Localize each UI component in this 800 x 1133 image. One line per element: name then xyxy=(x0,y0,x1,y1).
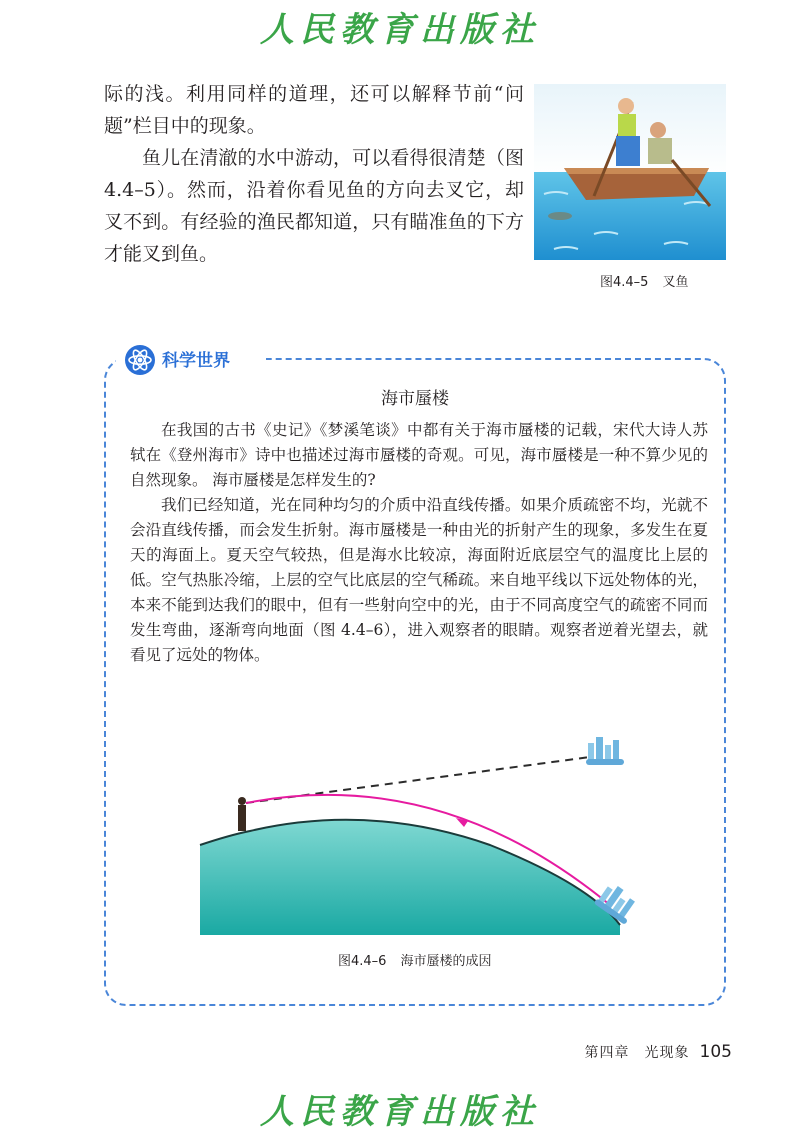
mirage-diagram xyxy=(190,735,640,935)
observer-icon xyxy=(238,805,246,831)
figure-title: 海市蜃楼的成因 xyxy=(400,954,492,969)
page-footer xyxy=(560,1042,732,1062)
science-world-text xyxy=(130,418,708,668)
figure-number: 图4.4–6 xyxy=(338,954,387,969)
paragraph-1: 在我国的古书《史记》《梦溪笔谈》中都有关于海市蜃楼的记载，宋代大诗人苏轼在《登州海市》诗中也描述过海市蜃楼的奇观。可见，海市蜃楼是一种不算少见的自然现象。 海市蜃楼是怎样发生的? xyxy=(130,421,708,489)
page-number: 105 xyxy=(699,1042,732,1062)
figure-number: 图4.4–5 xyxy=(600,275,649,290)
paragraph-1: 际的浅。利用同样的道理，还可以解释节前“问题”栏目中的现象。 xyxy=(104,83,524,137)
chapter-label: 第四章 光现象 xyxy=(584,1045,690,1061)
main-text xyxy=(104,78,524,270)
section-title: 海市蜃楼 xyxy=(381,389,449,409)
figure-caption-boat xyxy=(600,271,688,290)
atom-icon xyxy=(124,344,156,376)
paragraph-2: 我们已经知道，光在同种均匀的介质中沿直线传播。如果介质疏密不均，光就不会沿直线传播，而会发生折射。海市蜃楼是一种由光的折射产生的现象，多发生在夏天的海面上。夏天空气较热，但是海水比较凉，海面附近底层空气的温度比上层的低。空气热胀冷缩，上层的空气比底层的空气稀疏。来自地平线以下远处物体的光，本来不能到达我们的眼中，但有一些射向空中的光，由于不同高度空气的疏密不同而发生弯曲，逐渐弯向地面（图 4.4–6），进入观察者的眼睛。观察者逆着光望去，就看见了远处的物体。 xyxy=(130,496,708,664)
distant-city-image-icon xyxy=(586,737,624,765)
paragraph-2: 鱼儿在清澈的水中游动，可以看得很清楚（图 4.4–5）。然而，沿着你看见鱼的方向去叉它，却叉不到。有经验的渔民都知道，只有瞄准鱼的下方才能叉到鱼。 xyxy=(104,147,524,265)
science-world-label: 科学世界 xyxy=(162,351,230,371)
publisher-footer: 人民教育出版社 xyxy=(260,1092,540,1132)
publisher-header: 人民教育出版社 xyxy=(260,10,540,50)
figure-title: 叉鱼 xyxy=(662,275,689,290)
fishing-boat-illustration xyxy=(534,84,726,260)
figure-caption-mirage xyxy=(338,950,491,969)
